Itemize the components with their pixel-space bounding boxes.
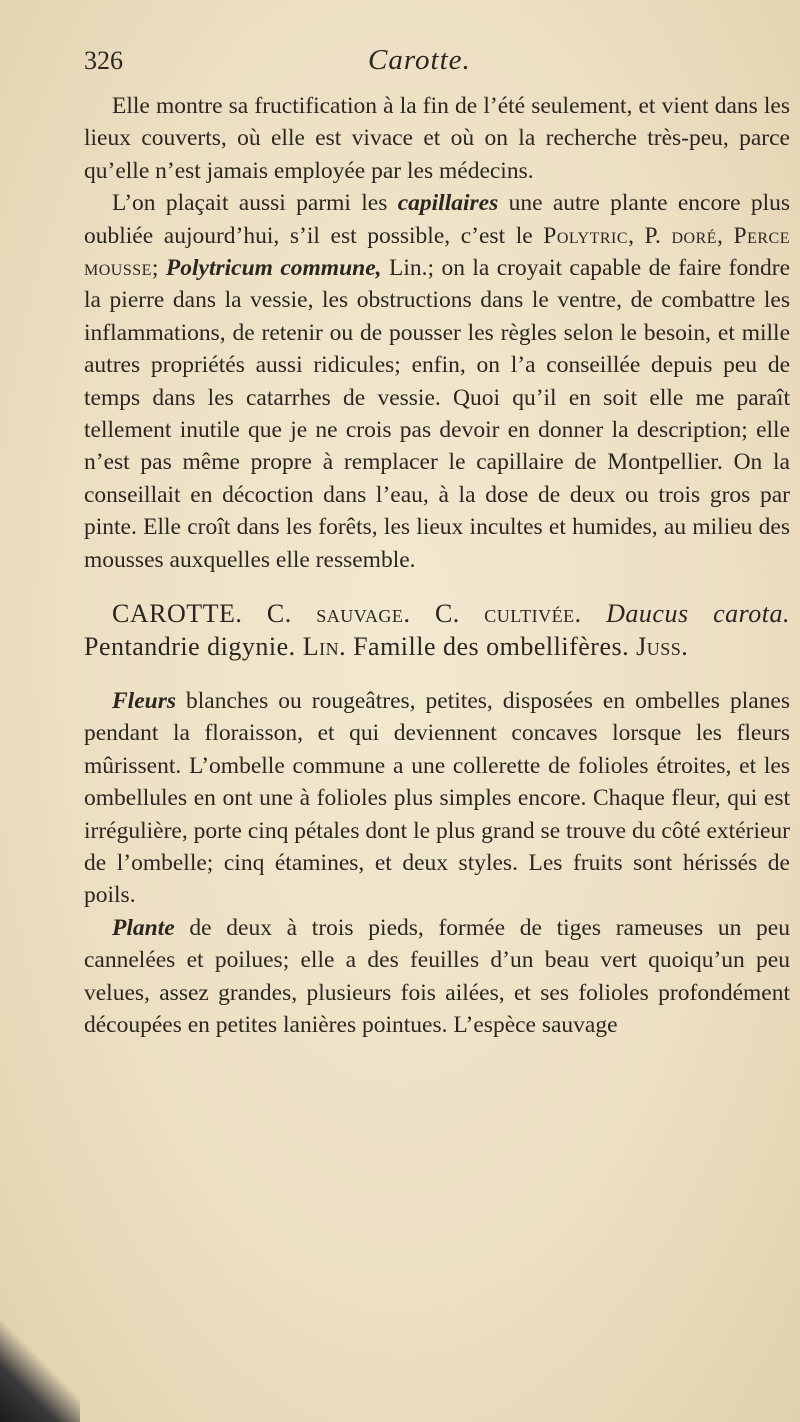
heading-title: CAROTTE. C. [112, 599, 317, 629]
body-text [84, 90, 790, 1041]
paragraph-fleurs [84, 685, 790, 912]
heading-text-5: . [574, 599, 607, 629]
carotte-heading [84, 598, 790, 663]
p2-text-3: une autre plante encore plus oubliée aujourd’hui, s’il est possible, c’est le [84, 190, 790, 249]
heading-cultivee: cultivée [484, 599, 575, 629]
section-gap [84, 576, 790, 598]
p2-latin-name: Polytricum commune, [165, 255, 382, 282]
heading-lin: Lin [302, 631, 340, 661]
paragraph-2 [84, 187, 790, 576]
heading-sauvage: sauvage [316, 599, 404, 629]
p2-polytric: Polytric [543, 222, 629, 249]
heading-juss: Juss [636, 631, 682, 661]
running-title: Carotte. [368, 44, 471, 76]
p2-text-9: ; [151, 255, 166, 282]
heading-classification: Pentandrie digynie. [84, 631, 303, 661]
plante-term: Plante [112, 914, 175, 941]
page-number: 326 [84, 46, 123, 75]
fleurs-term: Fleurs [112, 687, 176, 714]
p2-capillaires: capillaires [397, 190, 499, 217]
p2-dore: doré [671, 222, 718, 249]
paragraph-1-text: Elle montre sa fructification à la fin de l’été seulement, et vient dans les lieux couverts, où elle est vivace et où on la recherche très-peu, parce qu’elle n’est jamais employée par les médecins. [84, 93, 790, 184]
heading-text-3: . C. [403, 599, 485, 629]
page-header [84, 44, 774, 84]
heading-family: . Famille des ombellifères. [339, 631, 637, 661]
fleurs-text: blanches ou rougeâtres, petites, disposées en ombelles planes pendant la floraisson, et qui deviennent concaves lorsque les fleurs mûrissent. L’ombelle commune a une collerette de folioles étroites, et les ombellules en ont une à folioles plus simples encore. Chaque fleur, qui est irrégulière, porte cinq pétales dont le plus grand se trouve du côté extérieur de l’ombelle; cinq étamines, et deux styles. Les fruits sont hérissés de poils. [84, 687, 790, 909]
p2-text-1: L’on plaçait aussi parmi les [112, 190, 398, 217]
p2-perce-mousse: Perce mousse [84, 222, 790, 282]
p2-text-7: , [717, 222, 734, 249]
page-fold-shadow [0, 1312, 80, 1422]
plante-text: de deux à trois pieds, formée de tiges rameuses un peu cannelées et poilues; elle a des feuilles d’un beau vert quoiqu’un peu velues, assez grandes, plusieurs fois ailées, et ses folioles profondément découpées en petites lanières pointues. L’espèce sauvage [84, 914, 790, 1038]
paragraph-plante [84, 912, 790, 1042]
p2-text-11: Lin.; on la croyait capable de faire fondre la pierre dans la vessie, les obstructions dans le ventre, de combattre les inflammations, de retenir ou de pousser les règles selon le besoin, et mille autres propriétés aussi ridicules; enfin, on l’a conseillée depuis peu de temps dans les catarrhes de vessie. Quoi qu’il en soit elle me paraît tellement inutile que je ne crois pas devoir en donner la description; elle n’est pas même propre à remplacer le capillaire de Montpellier. On la conseillait en décoction dans l’eau, à la dose de deux ou trois gros par pinte. Elle croît dans les forêts, les lieux incultes et humides, au milieu des mousses auxquelles elle ressemble. [84, 255, 791, 573]
heading-latin-name: Daucus carota. [606, 599, 790, 629]
heading-text-11: . [681, 631, 689, 661]
paragraph-1 [84, 90, 790, 187]
section-gap-2 [84, 663, 790, 685]
p2-text-5: , P. [628, 222, 672, 249]
